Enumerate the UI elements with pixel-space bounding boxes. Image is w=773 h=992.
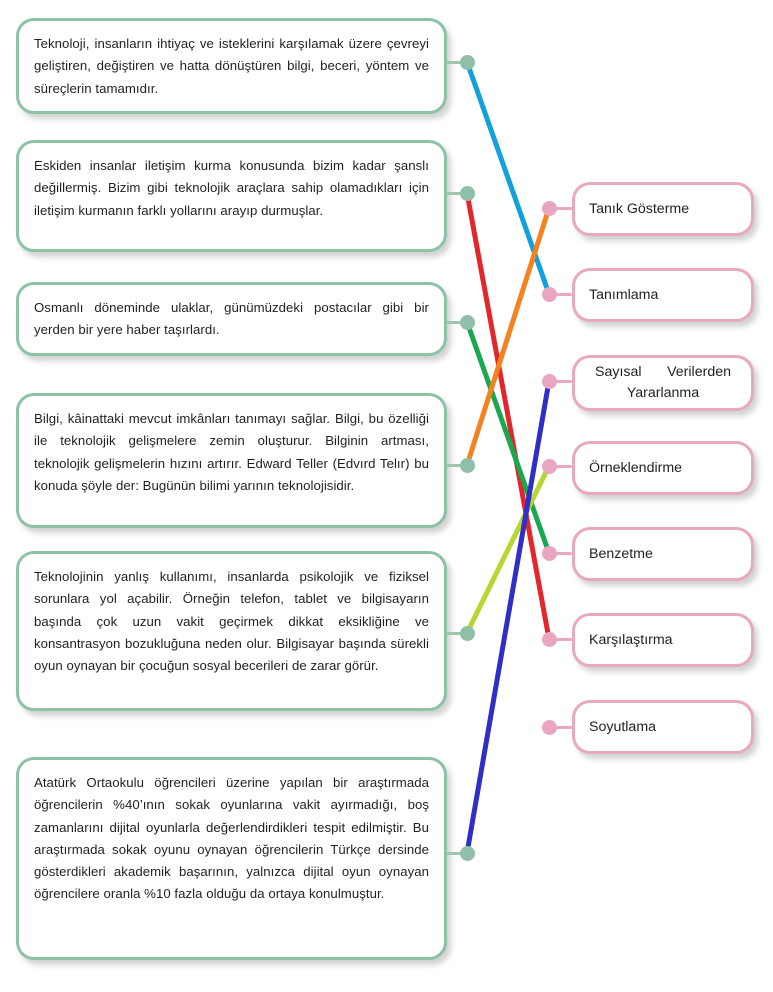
- term-connector-dot[interactable]: [542, 720, 557, 735]
- term-connector-dot[interactable]: [542, 459, 557, 474]
- passage-connector-dot[interactable]: [460, 458, 475, 473]
- passage-card[interactable]: [16, 551, 447, 711]
- passage-text: Atatürk Ortaokulu öğrencileri üzerine yapılan bir araştırmada öğrencilerin %40’ının sokak oyunlarına vakit ayırmadığı, boş zamanlarını dijital oyunlarla değerlendirdikleri tespit edilmiştir. Bu araştırmada sokak oyunu oynayan öğrencilerin Türkçe dersinde gösterdikleri akademik başarının, yalnızca dijital oyun oynayan öğrencilere oranla %10 fazla olduğu da ortaya konulmuştur.: [34, 775, 429, 902]
- term-card[interactable]: [572, 527, 754, 581]
- passage-text: Bilgi, kâinattaki mevcut imkânları tanımayı sağlar. Bilgi, bu özelliği ile teknolojik gelişmelere zemin oluşturur. Bilginin artması, teknolojik gelişmelerin hızını artırır. Edward Teller (Edvırd Telır) bu konuda şöyle der: Bugünün bilimi yarının teknolojisidir.: [34, 411, 429, 493]
- passage-card[interactable]: [16, 757, 447, 960]
- karsilastirma-link: [467, 193, 549, 639]
- term-card[interactable]: [572, 355, 754, 411]
- term-label: Örneklendirme: [589, 460, 683, 476]
- passage-text: Teknolojinin yanlış kullanımı, insanlarda psikolojik ve fiziksel sorunlara yol açabilir. Örneğin telefon, tablet ve bilgisayarın başında çok uzun vakit geçirmek dikkat eksikliğine ve konsantrasyon bozukluğuna neden olur. Bilgisayar başında sürekli oyun oynayan bir çocuğun sosyal becerileri de zarar görür.: [34, 569, 429, 674]
- term-label: Benzetme: [589, 546, 653, 562]
- passage-card[interactable]: [16, 140, 447, 252]
- passage-card[interactable]: [16, 282, 447, 356]
- term-connector-dot[interactable]: [542, 374, 557, 389]
- term-label: Soyutlama: [589, 719, 657, 735]
- passage-text: Eskiden insanlar iletişim kurma konusunda bizim kadar şanslı değillermiş. Bizim gibi teknolojik araçlara sahip olamadıkları için iletişim kurmanın farklı yollarını arayıp durmuşlar.: [34, 158, 429, 218]
- passage-connector-dot[interactable]: [460, 186, 475, 201]
- term-label: Karşılaştırma: [589, 632, 673, 648]
- term-label-line-1: Sayısal Verilerden: [595, 364, 731, 380]
- term-card[interactable]: [572, 182, 754, 236]
- term-connector-dot[interactable]: [542, 632, 557, 647]
- orneklendirme-link: [467, 466, 549, 633]
- passage-connector-dot[interactable]: [460, 55, 475, 70]
- term-connector-dot[interactable]: [542, 287, 557, 302]
- passage-card[interactable]: [16, 393, 447, 528]
- term-label: [589, 362, 737, 404]
- term-connector-dot[interactable]: [542, 201, 557, 216]
- term-label-line-2: Yararlanma: [626, 385, 700, 401]
- benzetme-link: [467, 322, 549, 553]
- sayisal-verilerden-link: [467, 381, 549, 853]
- passage-connector-dot[interactable]: [460, 315, 475, 330]
- term-card[interactable]: [572, 613, 754, 667]
- passage-card[interactable]: [16, 18, 447, 114]
- tanimlama-link: [467, 62, 549, 294]
- term-card[interactable]: [572, 700, 754, 754]
- passage-text: Teknoloji, insanların ihtiyaç ve isteklerini karşılamak üzere çevreyi geliştiren, değiştiren ve hatta dönüştüren bilgi, beceri, yöntem ve süreçlerin tamamıdır.: [34, 36, 429, 96]
- passage-connector-dot[interactable]: [460, 626, 475, 641]
- tanik-gosterme-link: [467, 208, 549, 465]
- term-label: Tanık Gösterme: [589, 201, 690, 217]
- term-card[interactable]: [572, 441, 754, 495]
- passage-connector-dot[interactable]: [460, 846, 475, 861]
- term-connector-dot[interactable]: [542, 546, 557, 561]
- term-card[interactable]: [572, 268, 754, 322]
- passage-text: Osmanlı döneminde ulaklar, günümüzdeki postacılar gibi bir yerden bir yere haber taşırlardı.: [34, 300, 429, 338]
- term-label: Tanımlama: [589, 287, 659, 303]
